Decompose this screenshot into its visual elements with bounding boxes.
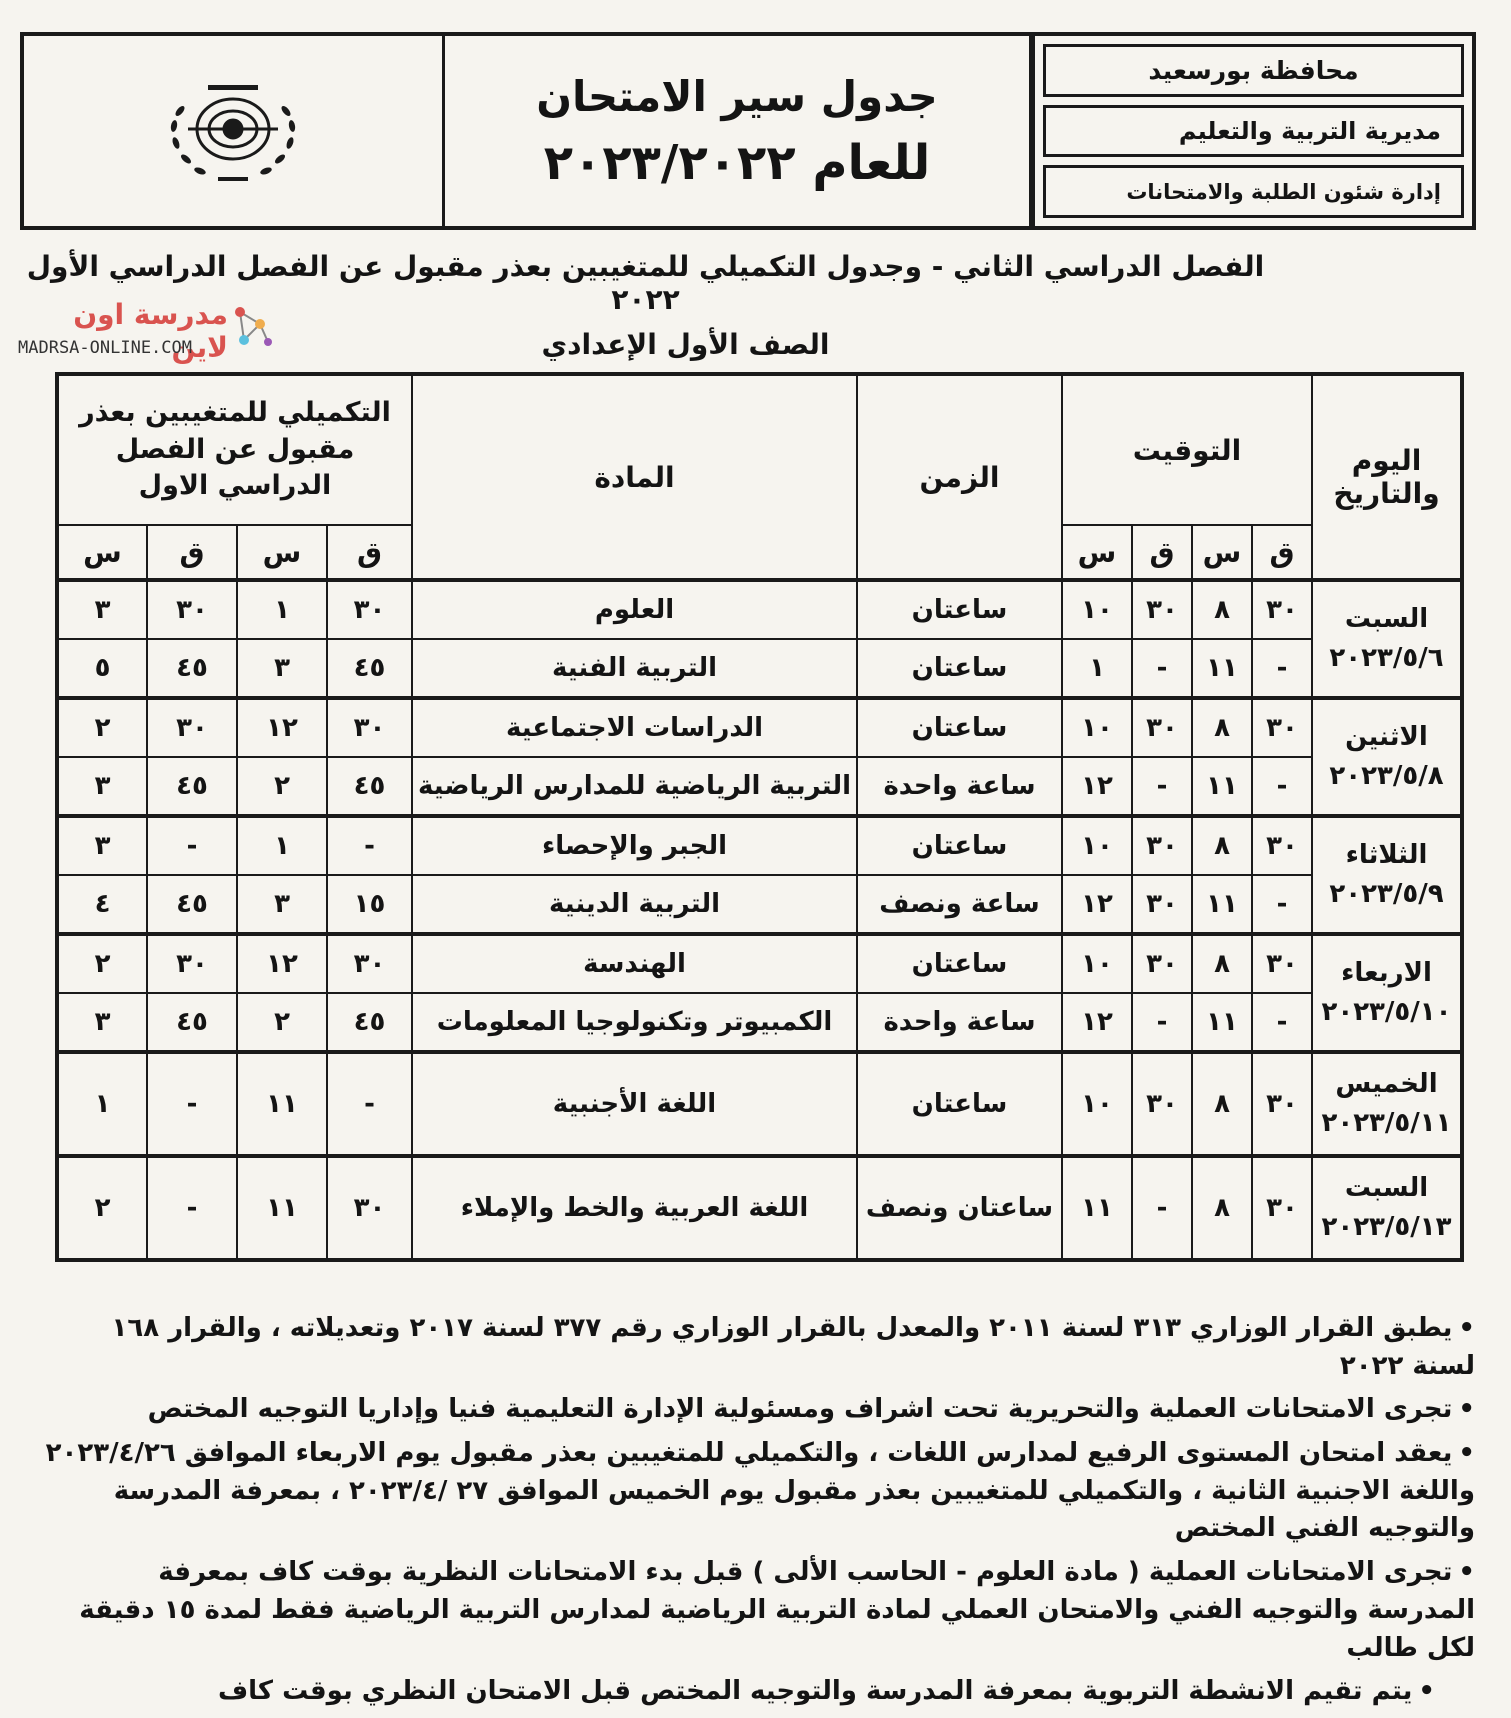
start-minutes-cell: - <box>1132 993 1192 1052</box>
subject-cell: اللغة الأجنبية <box>412 1052 857 1156</box>
makeup-hour-cell: ١١ <box>237 1156 327 1260</box>
watermark-url: MADRSA-ONLINE.COM <box>18 338 192 358</box>
start-minutes-cell: - <box>1252 639 1312 698</box>
start-hour-cell: ١١ <box>1062 1156 1132 1260</box>
makeup-hour-cell: ١٢ <box>237 934 327 993</box>
start-hour-cell: ٨ <box>1192 1156 1252 1260</box>
start-minutes-cell: ٣٠ <box>1252 934 1312 993</box>
duration-cell: ساعتان <box>857 580 1062 639</box>
start-hour-cell: ٨ <box>1192 934 1252 993</box>
subject-cell: التربية الفنية <box>412 639 857 698</box>
exam-date: ٢٠٢٣/٥/٩ <box>1329 879 1444 909</box>
day-date-cell <box>1312 698 1462 816</box>
start-hour-cell: ١١ <box>1192 875 1252 934</box>
duration-cell: ساعتان <box>857 1052 1062 1156</box>
start-minutes-cell: ٣٠ <box>1132 580 1192 639</box>
duration-cell: ساعتان <box>857 639 1062 698</box>
day-name: السبت <box>1344 604 1429 634</box>
table-row <box>57 934 1462 993</box>
makeup-minutes-cell: ٣٠ <box>327 934 412 993</box>
notes-section <box>45 1310 1475 1717</box>
start-hour-cell: ١١ <box>1192 757 1252 816</box>
makeup-minutes-cell: ٣٠ <box>147 580 237 639</box>
header-logo-block <box>24 36 442 226</box>
subject-cell: الدراسات الاجتماعية <box>412 698 857 757</box>
makeup-minutes-cell: - <box>327 1052 412 1156</box>
header-q: ق <box>147 525 237 580</box>
governorate-emblem-icon <box>158 71 308 191</box>
duration-cell: ساعة واحدة <box>857 993 1062 1052</box>
makeup-hour-cell: ٢ <box>237 993 327 1052</box>
start-hour-cell: ١٢ <box>1062 993 1132 1052</box>
makeup-minutes-cell: ٤٥ <box>147 875 237 934</box>
makeup-hour-cell: ١٢ <box>237 698 327 757</box>
document-title: جدول سير الامتحان <box>536 71 938 121</box>
makeup-hour-cell: ١ <box>237 580 327 639</box>
start-minutes-cell: - <box>1132 757 1192 816</box>
subject-cell: اللغة العربية والخط والإملاء <box>412 1156 857 1260</box>
table-row <box>57 698 1462 757</box>
site-watermark <box>18 290 263 370</box>
table-row <box>57 875 1462 934</box>
start-minutes-cell: - <box>1252 757 1312 816</box>
note-item: •يتم تقيم الانشطة التربوية بمعرفة المدرسة والتوجيه المختص قبل الامتحان النظري بوقت كاف <box>217 1676 1435 1707</box>
makeup-hour-cell: ٣ <box>237 875 327 934</box>
day-name: الاثنين <box>1345 722 1428 752</box>
subject-cell: العلوم <box>412 580 857 639</box>
makeup-minutes-cell: - <box>327 816 412 875</box>
makeup-hour-cell: ٥ <box>57 639 147 698</box>
duration-cell: ساعتان ونصف <box>857 1156 1062 1260</box>
header-day-date: اليوم والتاريخ <box>1312 374 1462 580</box>
start-minutes-cell: ٣٠ <box>1252 580 1312 639</box>
makeup-hour-cell: ٣ <box>57 757 147 816</box>
makeup-minutes-cell: ٤٥ <box>147 639 237 698</box>
day-name: الاربعاء <box>1341 958 1432 988</box>
table-row <box>57 757 1462 816</box>
header-s: س <box>1192 525 1252 580</box>
subject-cell: الكمبيوتر وتكنولوجيا المعلومات <box>412 993 857 1052</box>
makeup-minutes-cell: ٤٥ <box>327 993 412 1052</box>
day-date-cell <box>1312 1156 1462 1260</box>
header-makeup: التكميلي للمتغيبين بعذر مقبول عن الفصل الدراسي الاول <box>57 374 412 525</box>
network-logo-icon <box>230 302 274 352</box>
note-item: •تجرى الامتحانات العملية ( مادة العلوم - الحاسب الألى ) قبل بدء الامتحانات النظرية بوقت كاف بمعرفة المدرسة والتوجيه الفني والامتحان العملي لمادة التربية الرياضية لمدارس التربية الرياضية فقط لمدة ١٥ دقيقة لكل طالب <box>79 1557 1475 1663</box>
day-date-cell <box>1312 1052 1462 1156</box>
start-minutes-cell: - <box>1132 1156 1192 1260</box>
makeup-minutes-cell: - <box>147 816 237 875</box>
start-hour-cell: ٨ <box>1192 816 1252 875</box>
exam-date: ٢٠٢٣/٥/٨ <box>1329 761 1444 791</box>
start-hour-cell: ١٠ <box>1062 1052 1132 1156</box>
header-q: ق <box>327 525 412 580</box>
start-minutes-cell: ٣٠ <box>1252 698 1312 757</box>
exam-schedule-table <box>55 372 1464 1262</box>
start-hour-cell: ٨ <box>1192 1052 1252 1156</box>
header-q: ق <box>1132 525 1192 580</box>
makeup-hour-cell: ٢ <box>57 934 147 993</box>
document-header <box>20 32 1476 230</box>
subject-cell: التربية الرياضية للمدارس الرياضية <box>412 757 857 816</box>
makeup-hour-cell: ٣ <box>57 580 147 639</box>
note-item: •يعقد امتحان المستوى الرفيع لمدارس اللغات ، والتكميلي للمتغيبين بعذر مقبول يوم الاربعاء الموافق ٢٠٢٣/٤/٢٦ واللغة الاجنبية الثانية ، والتكميلي للمتغيبين بعذر مقبول يوم الخميس الموافق ٢٧ /٢٠٢٣/٤ ، بمعرفة المدرسة والتوجيه الفني المختص <box>45 1438 1475 1544</box>
table-row <box>57 1156 1462 1260</box>
semester-line: الفصل الدراسي الثاني - وجدول التكميلي للمتغيبين بعذر مقبول عن الفصل الدراسي الأول ٢٠٢٢ <box>26 250 1265 316</box>
start-hour-cell: ١٢ <box>1062 875 1132 934</box>
makeup-minutes-cell: ٤٥ <box>147 993 237 1052</box>
day-name: السبت <box>1344 1173 1429 1203</box>
makeup-minutes-cell: ١٥ <box>327 875 412 934</box>
header-subject: المادة <box>412 374 857 580</box>
exam-date: ٢٠٢٣/٥/١٣ <box>1321 1212 1452 1242</box>
makeup-minutes-cell: ٣٠ <box>327 580 412 639</box>
header-s: س <box>1062 525 1132 580</box>
duration-cell: ساعة واحدة <box>857 757 1062 816</box>
duration-cell: ساعتان <box>857 934 1062 993</box>
header-s: س <box>57 525 147 580</box>
makeup-minutes-cell: ٤٥ <box>147 757 237 816</box>
start-hour-cell: ١١ <box>1192 993 1252 1052</box>
exam-schedule-body <box>57 580 1462 1260</box>
duration-cell: ساعتان <box>857 816 1062 875</box>
start-hour-cell: ١٠ <box>1062 698 1132 757</box>
start-hour-cell: ١ <box>1062 639 1132 698</box>
header-s: س <box>237 525 327 580</box>
makeup-hour-cell: ٢ <box>57 698 147 757</box>
note-item: •يطبق القرار الوزاري ٣١٣ لسنة ٢٠١١ والمعدل بالقرار الوزاري رقم ٣٧٧ لسنة ٢٠١٧ وتعديلاته ، والقرار ١٦٨ لسنة ٢٠٢٢ <box>111 1313 1475 1381</box>
makeup-minutes-cell: ٤٥ <box>327 639 412 698</box>
table-row <box>57 993 1462 1052</box>
makeup-minutes-cell: ٣٠ <box>147 934 237 993</box>
makeup-hour-cell: ٣ <box>57 816 147 875</box>
makeup-hour-cell: ٤ <box>57 875 147 934</box>
makeup-minutes-cell: ٣٠ <box>327 698 412 757</box>
start-minutes-cell: ٣٠ <box>1132 698 1192 757</box>
header-timing: التوقيت <box>1062 374 1312 525</box>
makeup-minutes-cell: ٣٠ <box>327 1156 412 1260</box>
start-hour-cell: ١٠ <box>1062 934 1132 993</box>
start-hour-cell: ٨ <box>1192 580 1252 639</box>
start-hour-cell: ١٠ <box>1062 816 1132 875</box>
department-label: إدارة شئون الطلبة والامتحانات <box>1043 165 1464 218</box>
governorate-label: محافظة بورسعيد <box>1043 44 1464 97</box>
makeup-hour-cell: ٢ <box>57 1156 147 1260</box>
note-item: •تجرى الامتحانات العملية والتحريرية تحت اشراف ومسئولية الإدارة التعليمية فنيا وإداريا التوجيه المختص <box>147 1394 1475 1425</box>
subject-cell: التربية الدينية <box>412 875 857 934</box>
day-name: الثلاثاء <box>1345 840 1428 870</box>
makeup-hour-cell: ١ <box>237 816 327 875</box>
makeup-hour-cell: ٢ <box>237 757 327 816</box>
exam-date: ٢٠٢٣/٥/١٠ <box>1321 997 1452 1027</box>
start-minutes-cell: ٣٠ <box>1132 1052 1192 1156</box>
start-minutes-cell: ٣٠ <box>1252 1052 1312 1156</box>
table-row <box>57 639 1462 698</box>
start-minutes-cell: - <box>1252 875 1312 934</box>
start-minutes-cell: ٣٠ <box>1132 875 1192 934</box>
exam-date: ٢٠٢٣/٥/٦ <box>1329 643 1444 673</box>
document-year: للعام ٢٠٢٣/٢٠٢٢ <box>543 134 931 191</box>
makeup-hour-cell: ١ <box>57 1052 147 1156</box>
start-hour-cell: ٨ <box>1192 698 1252 757</box>
makeup-minutes-cell: ٣٠ <box>147 698 237 757</box>
start-minutes-cell: - <box>1132 639 1192 698</box>
duration-cell: ساعتان <box>857 698 1062 757</box>
directorate-label: مديرية التربية والتعليم <box>1043 105 1464 158</box>
header-authority-block <box>1032 36 1472 226</box>
day-name: الخميس <box>1335 1069 1438 1099</box>
makeup-minutes-cell: - <box>147 1156 237 1260</box>
start-hour-cell: ١٠ <box>1062 580 1132 639</box>
watermark-arabic: مدرسة اون لاين <box>73 298 228 364</box>
makeup-minutes-cell: ٤٥ <box>327 757 412 816</box>
day-date-cell <box>1312 934 1462 1052</box>
start-hour-cell: ١١ <box>1192 639 1252 698</box>
makeup-hour-cell: ٣ <box>57 993 147 1052</box>
day-date-cell <box>1312 580 1462 698</box>
start-minutes-cell: ٣٠ <box>1132 934 1192 993</box>
header-q: ق <box>1252 525 1312 580</box>
start-minutes-cell: ٣٠ <box>1132 816 1192 875</box>
grade-line: الصف الأول الإعدادي <box>541 328 830 361</box>
makeup-hour-cell: ٣ <box>237 639 327 698</box>
header-duration: الزمن <box>857 374 1062 580</box>
exam-date: ٢٠٢٣/٥/١١ <box>1321 1108 1452 1138</box>
subject-cell: الهندسة <box>412 934 857 993</box>
table-row <box>57 816 1462 875</box>
makeup-hour-cell: ١١ <box>237 1052 327 1156</box>
table-row <box>57 580 1462 639</box>
start-hour-cell: ١٢ <box>1062 757 1132 816</box>
duration-cell: ساعة ونصف <box>857 875 1062 934</box>
start-minutes-cell: ٣٠ <box>1252 816 1312 875</box>
start-minutes-cell: - <box>1252 993 1312 1052</box>
start-minutes-cell: ٣٠ <box>1252 1156 1312 1260</box>
header-title-block <box>442 36 1032 226</box>
subject-cell: الجبر والإحصاء <box>412 816 857 875</box>
day-date-cell <box>1312 816 1462 934</box>
makeup-minutes-cell: - <box>147 1052 237 1156</box>
table-row <box>57 1052 1462 1156</box>
